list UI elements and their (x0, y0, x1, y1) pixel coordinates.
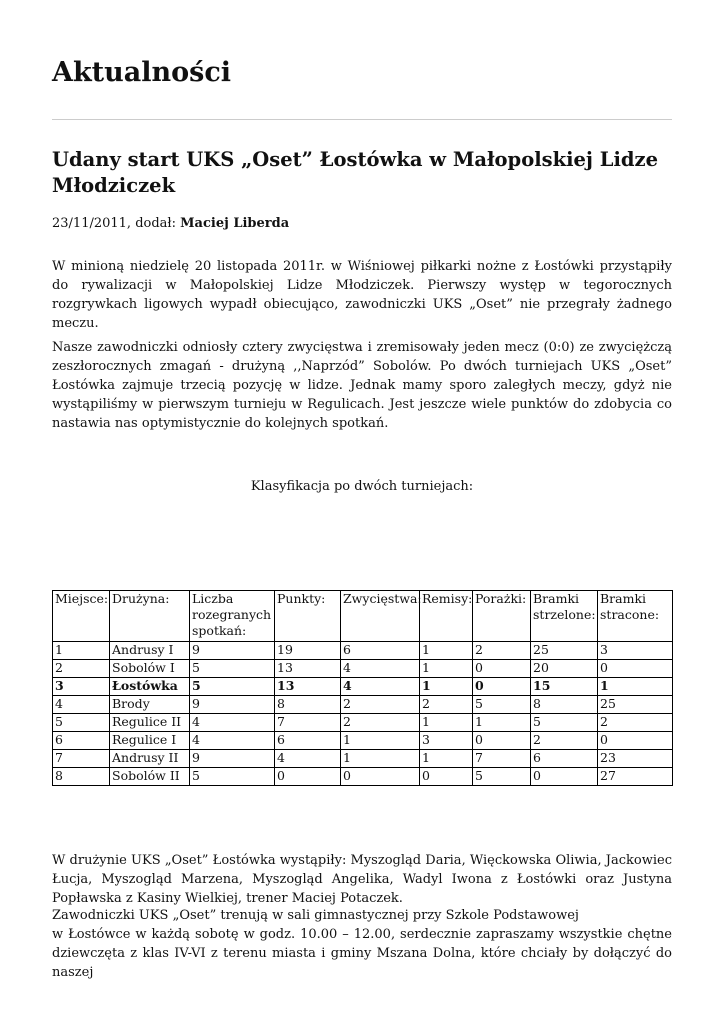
table-cell: Sobolów II (110, 768, 190, 786)
table-header-row (53, 591, 673, 642)
table-cell: Regulice I (110, 732, 190, 750)
table-cell: 4 (53, 696, 110, 714)
table-cell: 5 (473, 696, 531, 714)
header-cell: Miejsce: (53, 591, 110, 642)
table-cell: 1 (53, 642, 110, 660)
table-cell: 5 (473, 768, 531, 786)
table-cell: 6 (341, 642, 420, 660)
table-cell: 25 (531, 642, 598, 660)
table-cell: 1 (420, 660, 473, 678)
table-cell: 8 (53, 768, 110, 786)
table-cell: 2 (531, 732, 598, 750)
table-cell: Sobolów I (110, 660, 190, 678)
table-row (53, 714, 673, 732)
table-cell: Regulice II (110, 714, 190, 732)
table-cell: 0 (598, 660, 673, 678)
table-cell: 6 (531, 750, 598, 768)
header-cell: Drużyna: (110, 591, 190, 642)
table-cell: Brody (110, 696, 190, 714)
table-cell: Andrusy II (110, 750, 190, 768)
table-cell: 7 (473, 750, 531, 768)
table-cell: 7 (275, 714, 341, 732)
table-cell: 8 (531, 696, 598, 714)
table-cell: 25 (598, 696, 673, 714)
table-cell: 7 (53, 750, 110, 768)
table-cell: 3 (598, 642, 673, 660)
table-cell: 9 (190, 696, 275, 714)
table-cell: 0 (473, 678, 531, 696)
article-meta (52, 215, 289, 233)
table-cell: 5 (53, 714, 110, 732)
table-cell: 13 (275, 660, 341, 678)
table-cell: 9 (190, 642, 275, 660)
table-cell: 1 (420, 642, 473, 660)
table-body (53, 642, 673, 786)
article-author: Maciej Liberda (180, 216, 290, 231)
table-caption: Klasyfikacja po dwóch turniejach: (250, 479, 474, 494)
table-cell: 1 (420, 714, 473, 732)
table-cell: 20 (531, 660, 598, 678)
paragraph-4: Zawodniczki UKS „Oset” trenują w sali gimnastycznej przy Szkole Podstawowej (52, 908, 579, 923)
paragraph-1: W minioną niedzielę 20 listopada 2011r. w Wiśniowej piłkarki nożne z Łostówki przystąpiły do rywalizacji w Małopolskiej Lidze Młodziczek. Pierwszy występ w tegorocznych rozgrywkach ligowych wypadł obiecująco, zawodniczki UKS „Oset” nie przegrały żadnego meczu. (52, 259, 672, 331)
standings-table (52, 590, 673, 786)
table-row (53, 696, 673, 714)
table-cell: 1 (473, 714, 531, 732)
header-cell: Zwycięstwa: (341, 591, 420, 642)
paragraph-5: w Łostówce w każdą sobotę w godz. 10.00 – 12.00, serdecznie zapraszamy wszystkie chętne dziewczęta z klas IV-VI z terenu miasta i gminy Mszana Dolna, które chciały by dołączyć do naszej (52, 927, 672, 980)
header-cell: Bramki stracone: (598, 591, 673, 642)
table-cell: 3 (53, 678, 110, 696)
table-cell: 5 (531, 714, 598, 732)
divider (52, 119, 672, 120)
article-title: Udany start UKS „Oset” Łostówka w Małopolskiej Lidze Młodziczek (52, 148, 658, 197)
table-cell: 0 (341, 768, 420, 786)
table-cell: 13 (275, 678, 341, 696)
table-cell: 0 (473, 660, 531, 678)
table-cell: 1 (420, 750, 473, 768)
header-cell: Remisy: (420, 591, 473, 642)
paragraph-2: Nasze zawodniczki odniosły cztery zwycięstwa i zremisowały jeden mecz (0:0) ze zwyciężczą zeszłorocznych zmagań - drużyną ,,Naprzód” Sobolów. Po dwóch turniejach UKS „Oset” Łostówka zajmuje trzecią pozycję w lidze. Jednak mamy sporo zaległych meczy, gdyż nie wystąpiliśmy w pierwszym turnieju w Regulicach. Jest jeszcze wiele punktów do zdobycia co nastawia nas optymistycznie do kolejnych spotkań. (52, 340, 672, 431)
table-cell: 4 (190, 732, 275, 750)
table-cell: 6 (275, 732, 341, 750)
table-row (53, 768, 673, 786)
header-cell: Punkty: (275, 591, 341, 642)
table-cell: 15 (531, 678, 598, 696)
table-cell: 5 (190, 768, 275, 786)
table-cell: 0 (531, 768, 598, 786)
header-cell: Bramki strzelone: (531, 591, 598, 642)
header-cell: Porażki: (473, 591, 531, 642)
table-cell: 2 (473, 642, 531, 660)
table-cell: 5 (190, 678, 275, 696)
table-cell: 1 (341, 732, 420, 750)
table-row (53, 642, 673, 660)
table-cell: 4 (341, 678, 420, 696)
table-cell: 2 (341, 696, 420, 714)
table-cell: 8 (275, 696, 341, 714)
table-cell: 23 (598, 750, 673, 768)
table-cell: 1 (420, 678, 473, 696)
table-cell: 2 (598, 714, 673, 732)
table-cell: 6 (53, 732, 110, 750)
table-cell: 9 (190, 750, 275, 768)
header-cell: Liczba rozegranych spotkań: (190, 591, 275, 642)
table-cell: Łostówka (110, 678, 190, 696)
table-cell: 0 (275, 768, 341, 786)
table-cell: 4 (190, 714, 275, 732)
table-cell: 27 (598, 768, 673, 786)
table-cell: 2 (420, 696, 473, 714)
table-row (53, 750, 673, 768)
table-cell: 0 (473, 732, 531, 750)
table-cell: 0 (598, 732, 673, 750)
table-cell: 19 (275, 642, 341, 660)
table-cell: 1 (598, 678, 673, 696)
table-cell: 4 (341, 660, 420, 678)
table-cell: 5 (190, 660, 275, 678)
table-cell: 0 (420, 768, 473, 786)
table-cell: 2 (341, 714, 420, 732)
table-cell: Andrusy I (110, 642, 190, 660)
table-row (53, 732, 673, 750)
table-row (53, 660, 673, 678)
table-cell: 4 (275, 750, 341, 768)
table-cell: 3 (420, 732, 473, 750)
table-cell: 2 (53, 660, 110, 678)
page-title: Aktualności (52, 57, 232, 88)
table-row (53, 678, 673, 696)
paragraph-3: W drużynie UKS „Oset” Łostówka wystąpiły: Myszogląd Daria, Więckowska Oliwia, Jackowiec Łucja, Myszogląd Marzena, Myszogląd Angelika, Wadyl Iwona z Łostówki oraz Justyna Popławska z Kasiny Wielkiej, trener Maciej Potaczek. (52, 853, 672, 906)
article-date: 23/11/2011, dodał: (52, 216, 177, 231)
table-cell: 1 (341, 750, 420, 768)
